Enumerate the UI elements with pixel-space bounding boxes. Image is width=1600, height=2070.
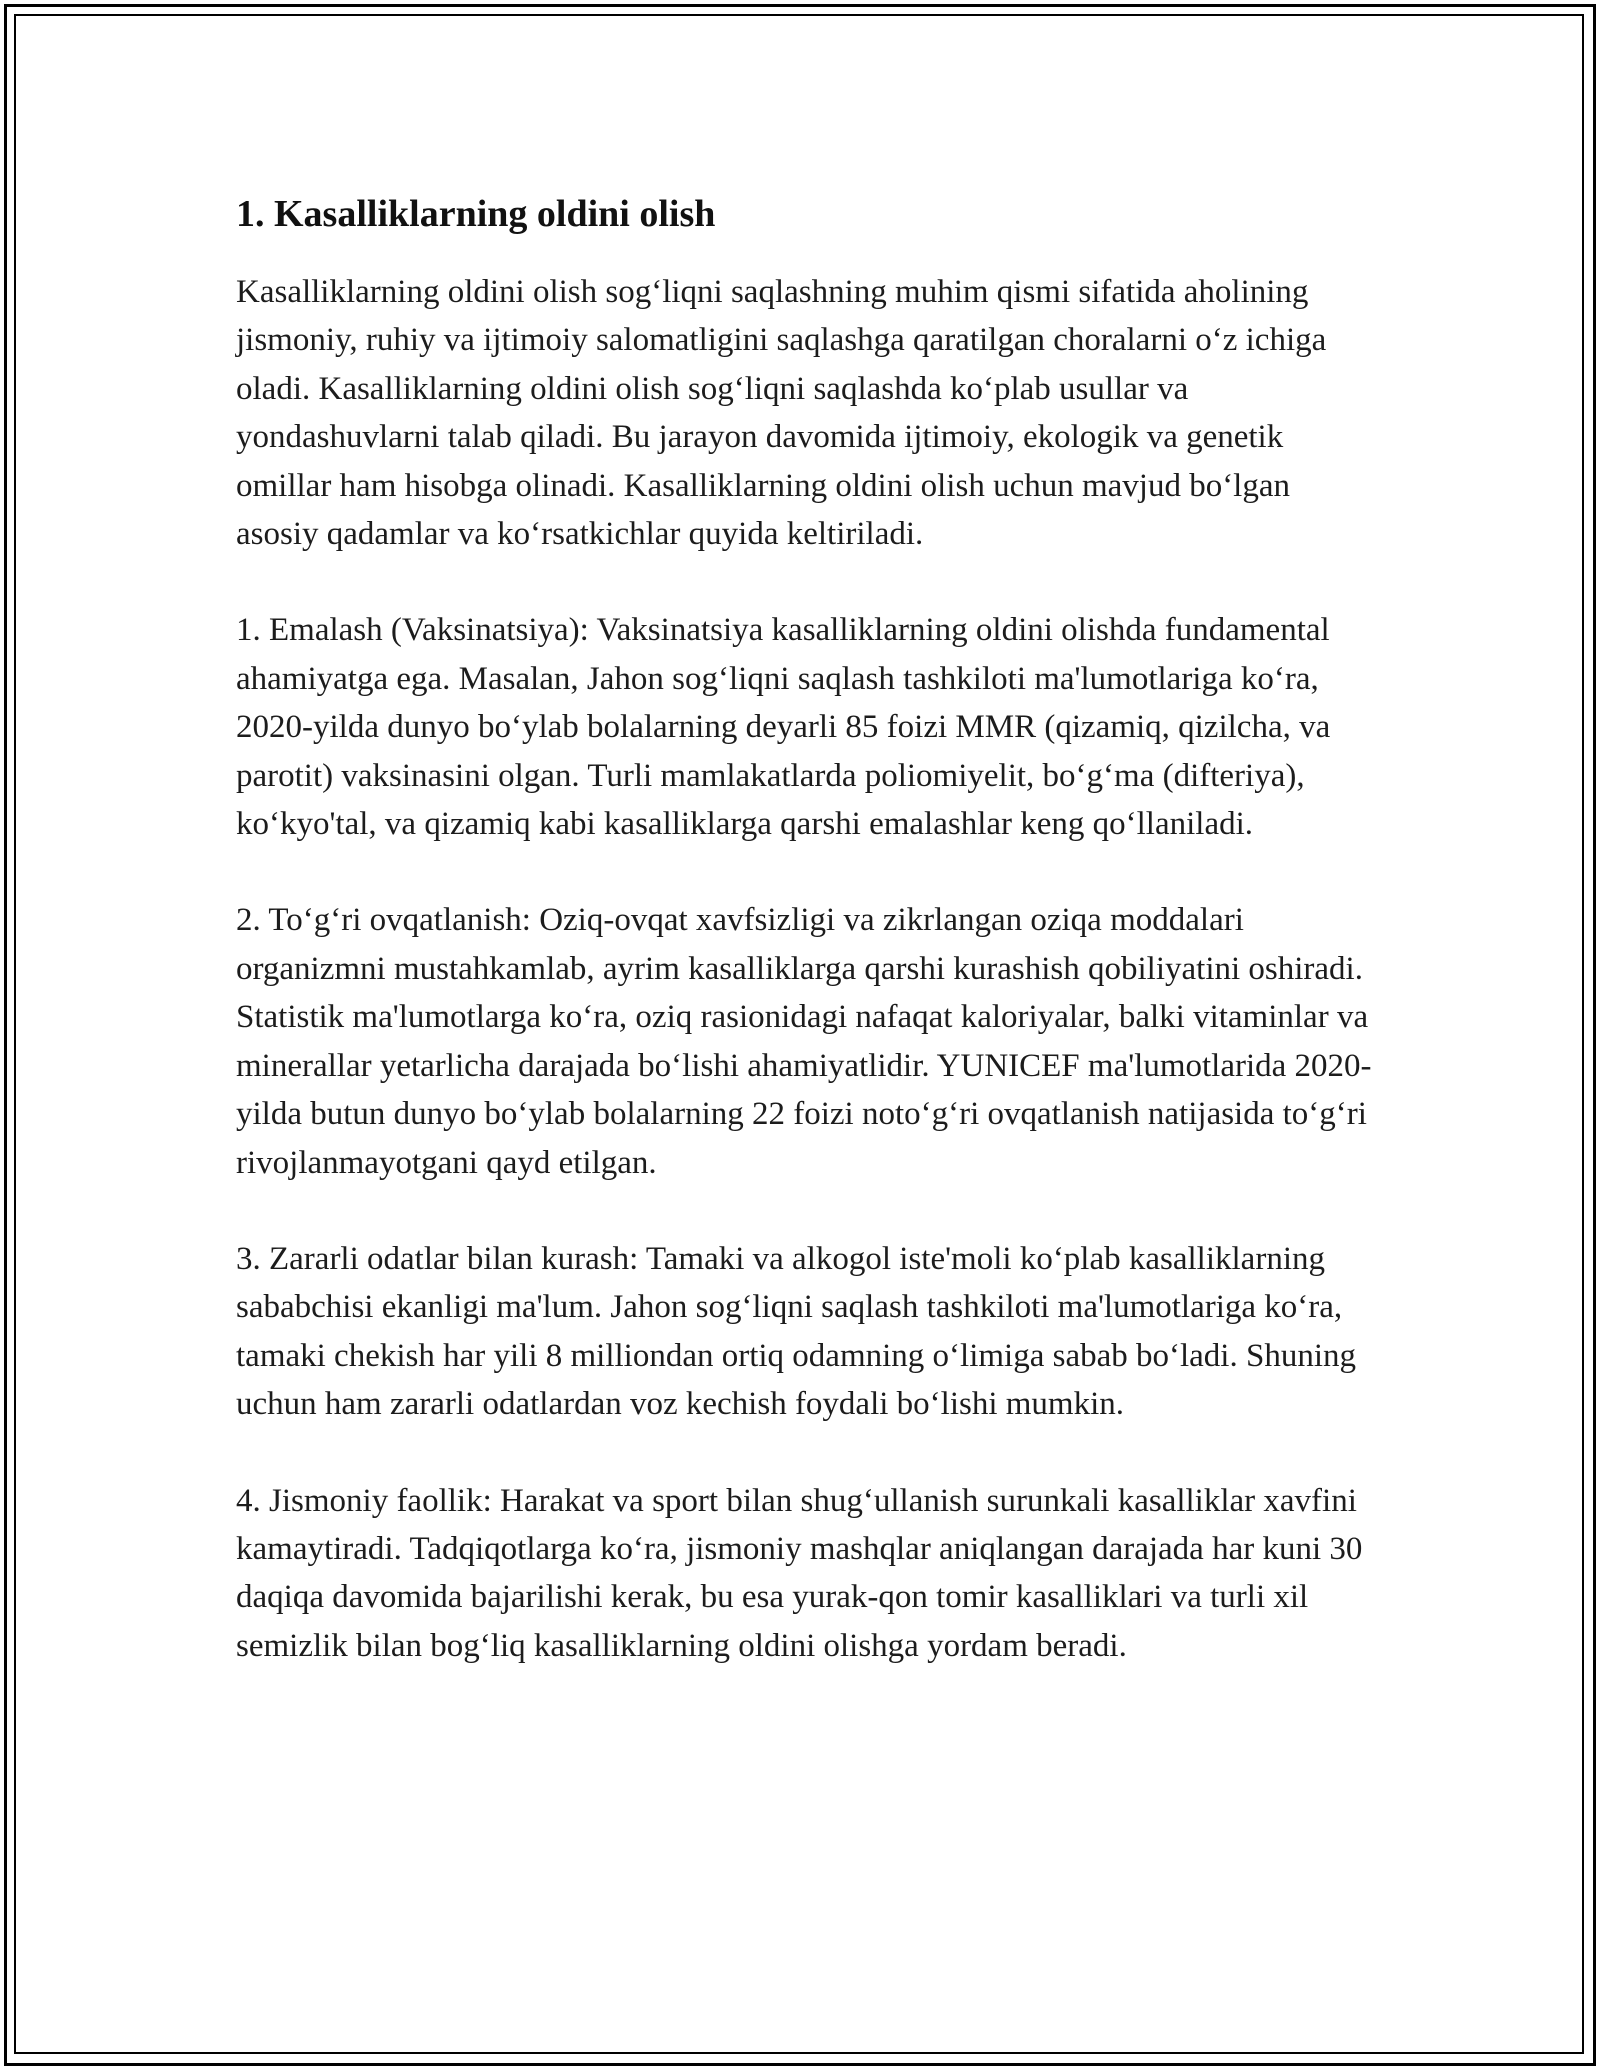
paragraph-vaccination: 1. Emalash (Vaksinatsiya): Vaksinatsiya kasalliklarning oldini olishda fundamental ahamiyatga ega. Masalan, Jahon sog‘liqni saqlash tashkiloti ma'lumotlariga ko‘ra, 2020-yilda dunyo bo‘ylab bolalarning deyarli 85 foizi MMR (qizamiq, qizilcha, va parotit) vaksinasini olgan. Turli mamlakatlarda poliomiyelit, bo‘g‘ma (difteriya), ko‘kyo'tal, va qizamiq kabi kasalliklarga qarshi emalashlar keng qo‘llaniladi. [236, 612, 1331, 843]
document-body [236, 190, 1376, 1670]
paragraph-harmful-habits: 3. Zararli odatlar bilan kurash: Tamaki va alkogol iste'moli ko‘plab kasalliklarning sababchisi ekanligi ma'lum. Jahon sog‘liqni saqlash tashkiloti ma'lumotlariga ko‘ra, tamaki chekish har yili 8 milliondan ortiq odamning o‘limiga sabab bo‘ladi. Shuning uchun ham zararli odatlardan voz kechish foydali bo‘lishi mumkin. [236, 1240, 1356, 1423]
paragraph-physical-activity: 4. Jismoniy faollik: Harakat va sport bilan shug‘ullanish surunkali kasalliklar xavfini kamaytiradi. Tadqiqotlarga ko‘ra, jismoniy mashqlar aniqlangan darajada har kuni 30 daqiqa davomida bajarilishi kerak, bu esa yurak-qon tomir kasalliklari va turli xil semizlik bilan bog‘liq kasalliklarning oldini olishga yordam beradi. [236, 1482, 1363, 1664]
intro-paragraph: Kasalliklarning oldini olish sog‘liqni saqlashning muhim qismi sifatida aholining jismoniy, ruhiy va ijtimoiy salomatligini saqlashga qaratilgan choralarni o‘z ichiga oladi. Kasalliklarning oldini olish sog‘liqni saqlashda ko‘plab usullar va yondashuvlarni talab qiladi. Bu jarayon davomida ijtimoiy, ekologik va genetik omillar ham hisobga olinadi. Kasalliklarning oldini olish uchun mavjud bo‘lgan asosiy qadamlar va ko‘rsatkichlar quyida keltiriladi. [236, 274, 1327, 553]
paragraph-nutrition: 2. To‘g‘ri ovqatlanish: Oziq-ovqat xavfsizligi va zikrlangan oziqa moddalari organizmni mustahkamlab, ayrim kasalliklarga qarshi kurashish qobiliyatini oshiradi. Statistik ma'lumotlarga ko‘ra, oziq rasionidagi nafaqat kaloriyalar, balki vitaminlar va minerallar yetarlicha darajada bo‘lishi ahamiyatlidir. YUNICEF ma'lumotlarida 2020-yilda butun dunyo bo‘ylab bolalarning 22 foizi noto‘g‘ri ovqatlanish natijasida to‘g‘ri rivojlanmayotgani qayd etilgan. [236, 902, 1372, 1181]
section-heading: 1. Kasalliklarning oldini olish [236, 193, 716, 235]
